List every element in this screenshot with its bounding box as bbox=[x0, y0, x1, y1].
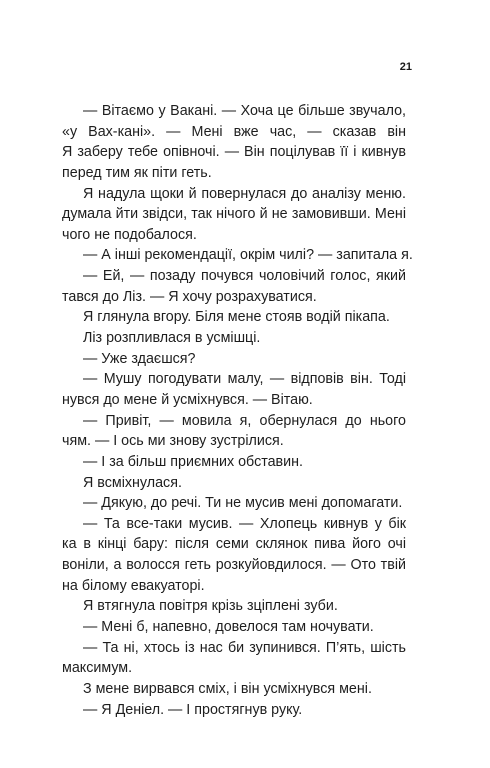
text-line: Я надула щоки й повернулася до аналізу меню. bbox=[83, 185, 406, 202]
text-line: тався до Ліз. — Я хочу розрахуватися. bbox=[62, 288, 317, 305]
text-line: чого не подобалося. bbox=[62, 226, 197, 243]
text-line: нувся до мене й усміхнувся. — Вітаю. bbox=[62, 391, 313, 408]
text-line: — Мені б, напевно, довелося там ночувати. bbox=[83, 619, 374, 636]
text-line: — Я Деніел. — І простягнув руку. bbox=[83, 701, 303, 718]
text-line: чям. — І ось ми знову зустрілися. bbox=[62, 433, 284, 450]
text-line: на білому евакуаторі. bbox=[62, 577, 205, 594]
text-line: — Привіт, — мовила я, обернулася до нього bbox=[83, 412, 406, 429]
text-line: — Та ні, хтось із нас би зупинився. П’ять, шість bbox=[83, 639, 406, 656]
text-line: — Вітаємо у Вакані. — Хоча це більше звучало, bbox=[83, 103, 406, 119]
text-line: — Та все-таки мусив. — Хлопець кивнув у бік bbox=[83, 515, 406, 532]
text-line: Я глянула вгору. Біля мене стояв водій пікапа. bbox=[83, 309, 390, 326]
text-line: — Ей, — позаду почувся чоловічий голос, який bbox=[83, 268, 406, 285]
text-line: — Мушу погодувати малу, — відповів він. Тоді bbox=[83, 371, 406, 388]
text-line: ка в кінці бару: після семи склянок пива його очі bbox=[62, 536, 406, 553]
text-line: максимум. bbox=[62, 660, 133, 677]
text-line: — І за більш приємних обставин. bbox=[83, 453, 304, 470]
text-line: думала йти звідси, так нічого й не замовивши. Мені bbox=[62, 206, 406, 223]
text-line: Я заберу тебе опівночі. — Він поцілував її і кивнув bbox=[62, 144, 406, 161]
text-line: перед тим як піти геть. bbox=[62, 164, 212, 181]
text-line: — Дякую, до речі. Ти не мусив мені допомагати. bbox=[83, 495, 403, 512]
page-number: 21 bbox=[399, 61, 412, 73]
text-line: Я втягнула повітря крізь зціплені зуби. bbox=[83, 598, 338, 615]
text-line: «у Вах-кані». — Мені вже час, — сказав він bbox=[62, 123, 406, 140]
text-line: Ліз розпливлася в усмішці. bbox=[83, 330, 261, 347]
text-line: — Уже здаєшся? bbox=[83, 350, 196, 367]
text-line: воніли, а волосся геть розкуйовдилося. — Ото твій bbox=[62, 557, 406, 574]
text-line: — А інші рекомендації, окрім чилі? — запитала я. bbox=[83, 247, 413, 264]
text-line: Я всміхнулася. bbox=[83, 474, 182, 491]
body-text bbox=[62, 101, 413, 720]
text-line: З мене вирвався сміх, і він усміхнувся мені. bbox=[83, 680, 372, 697]
